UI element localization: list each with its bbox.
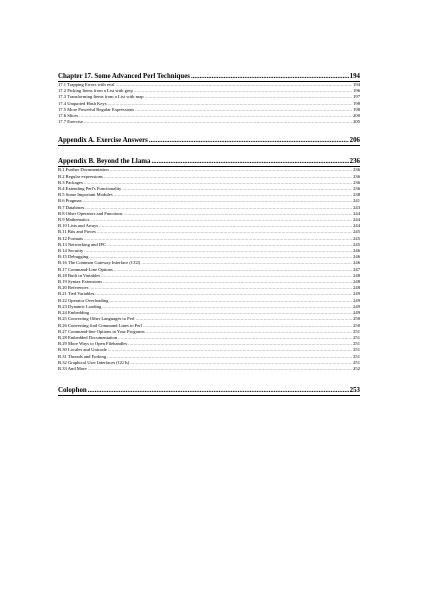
toc-entry-page: 200 <box>353 113 360 119</box>
heading-rule <box>58 395 360 396</box>
table-of-contents <box>58 72 360 396</box>
toc-entry-page: 245 <box>353 235 360 241</box>
toc-entry-title: B.9 Mathematics <box>58 217 90 223</box>
toc-entry-page: 194 <box>353 82 360 87</box>
toc-entry-title: B.11 Bits and Pieces <box>58 229 96 235</box>
toc-entry-title: B.14 Security <box>58 248 84 254</box>
toc-entry-page: 251 <box>353 341 360 347</box>
toc-entry-title: B.32 Graphical User Interfaces (GUIs) <box>58 359 130 365</box>
dot-leader <box>84 119 352 125</box>
toc-entry-title: B.10 Lists and Arrays <box>58 223 99 229</box>
toc-entry-page: 249 <box>353 297 360 303</box>
toc-entry-page: 249 <box>353 291 360 297</box>
toc-entry-title: B.13 Networking and IPC <box>58 241 106 247</box>
toc-entry-title: B.22 Operator Overloading <box>58 297 109 303</box>
dot-leader <box>191 72 349 81</box>
toc-heading-title: Appendix A. Exercise Answers <box>58 137 148 145</box>
toc-entry[interactable] <box>58 366 360 372</box>
toc-entry-title: B.31 Threads and Forking <box>58 353 107 359</box>
toc-appendix-a-heading[interactable] <box>58 136 360 145</box>
toc-entry-title: 17.3 Transforming Items from a List with map <box>58 94 144 100</box>
toc-entry-page: 238 <box>353 192 360 198</box>
toc-entry-page: 251 <box>353 334 360 340</box>
toc-entry-page: 248 <box>353 272 360 278</box>
toc-entry-page: 246 <box>353 254 360 260</box>
toc-entry-page: 198 <box>353 106 360 112</box>
toc-entry-page: 246 <box>353 260 360 266</box>
toc-entry-title: 17.7 Exercise <box>58 119 84 125</box>
toc-entry-page: 249 <box>353 303 360 309</box>
toc-entry-title: 17.6 Slices <box>58 113 79 119</box>
toc-entry-page: 243 <box>353 204 360 210</box>
dot-leader <box>151 157 348 166</box>
spacer <box>58 125 360 136</box>
toc-entry-page: 244 <box>353 217 360 223</box>
toc-entry-title: B.3 Packages <box>58 179 83 185</box>
toc-heading-page: 253 <box>349 387 360 395</box>
toc-entry-page: 236 <box>353 167 360 173</box>
toc-entry-title: 17.4 Unquoted Hash Keys <box>58 100 107 106</box>
toc-entry-page: 241 <box>353 198 360 204</box>
toc-entry-page: 251 <box>353 328 360 334</box>
toc-entry-page: 205 <box>353 119 360 125</box>
toc-entry-page: 244 <box>353 223 360 229</box>
toc-entry-title: B.26 Converting find Command Lines to Perl <box>58 322 143 328</box>
toc-entry-title: B.23 Dynamic Loading <box>58 303 102 309</box>
toc-entry-title: B.12 Formats <box>58 235 84 241</box>
toc-entry-page: 198 <box>353 100 360 106</box>
toc-entry-title: B.29 More Ways to Open Filehandles <box>58 341 128 347</box>
toc-entry-title: 17.5 More Powerful Regular Expressions <box>58 106 135 112</box>
toc-entry-page: 197 <box>353 94 360 100</box>
toc-appendix-b-heading[interactable] <box>58 157 360 166</box>
toc-heading-title: Colophon <box>58 387 87 395</box>
toc-chapter-17-list <box>58 82 360 125</box>
toc-entry-title: B.8 Other Operators and Functions <box>58 210 123 216</box>
toc-heading-page: 236 <box>349 158 360 166</box>
toc-entry-page: 246 <box>353 248 360 254</box>
toc-entry-page: 250 <box>353 322 360 328</box>
toc-entry-page: 236 <box>353 186 360 192</box>
toc-entry-page: 252 <box>353 365 360 371</box>
toc-entry-title: B.19 Syntax Extensions <box>58 279 103 285</box>
toc-appendix-b-list <box>58 167 360 372</box>
toc-entry-page: 249 <box>353 310 360 316</box>
toc-entry-page: 251 <box>353 359 360 365</box>
toc-colophon-heading[interactable] <box>58 386 360 395</box>
toc-entry-page: 245 <box>353 229 360 235</box>
toc-entry-title: B.24 Embedding <box>58 310 90 316</box>
toc-entry-title: B.6 Pragmas <box>58 198 82 204</box>
toc-entry-title: 17.2 Picking Items from a List with grep <box>58 88 133 94</box>
toc-entry-page: 251 <box>353 347 360 353</box>
toc-entry-page: 250 <box>353 316 360 322</box>
toc-entry-title: B.25 Converting Other Languages to Perl <box>58 316 135 322</box>
toc-chapter-17-heading[interactable] <box>58 72 360 81</box>
toc-entry-page: 248 <box>353 279 360 285</box>
toc-entry-title: B.21 Tied Variables <box>58 291 95 297</box>
dot-leader <box>149 136 349 145</box>
toc-entry-title: B.16 The Common Gateway Interface (CGI) <box>58 260 141 266</box>
toc-entry[interactable] <box>58 119 360 125</box>
toc-entry-page: 236 <box>353 179 360 185</box>
dot-leader <box>88 366 352 372</box>
toc-entry-title: B.20 References <box>58 285 89 291</box>
toc-entry-title: B.4 Extending Perl's Functionality <box>58 186 122 192</box>
toc-entry-page: 196 <box>353 88 360 94</box>
toc-entry-page: 251 <box>353 353 360 359</box>
toc-entry-title: 17.1 Trapping Errors with eval <box>58 82 115 87</box>
toc-entry-title: B.17 Command-Line Options <box>58 266 113 272</box>
toc-entry-page: 236 <box>353 173 360 179</box>
toc-entry-title: B.28 Embedded Documentation <box>58 334 118 340</box>
toc-entry-page: 247 <box>353 266 360 272</box>
toc-heading-page: 194 <box>349 73 360 80</box>
toc-entry-title: B.30 Locales and Unicode <box>58 347 107 353</box>
toc-entry-page: 245 <box>353 241 360 247</box>
dot-leader <box>88 386 349 395</box>
toc-entry-title: B.2 Regular expressions <box>58 173 103 179</box>
toc-heading-page: 206 <box>349 137 360 145</box>
toc-heading-title: Appendix B. Beyond the Llama <box>58 158 151 166</box>
spacer <box>58 372 360 386</box>
toc-heading-title: Chapter 17. Some Advanced Perl Techniques <box>58 73 190 80</box>
toc-entry-title: B.1 Further Documentation <box>58 167 109 173</box>
toc-entry-title: B.27 Command-line Options in Your Programs <box>58 328 145 334</box>
toc-entry-title: B.7 Databases <box>58 204 85 210</box>
toc-entry-page: 248 <box>353 285 360 291</box>
toc-entry-title: B.33 And More <box>58 365 87 371</box>
toc-entry-title: B.15 Debugging <box>58 254 89 260</box>
toc-entry-title: B.18 Built in Variables <box>58 272 101 278</box>
toc-entry-title: B.5 Some Important Modules <box>58 192 113 198</box>
spacer <box>58 146 360 157</box>
toc-entry-page: 244 <box>353 210 360 216</box>
